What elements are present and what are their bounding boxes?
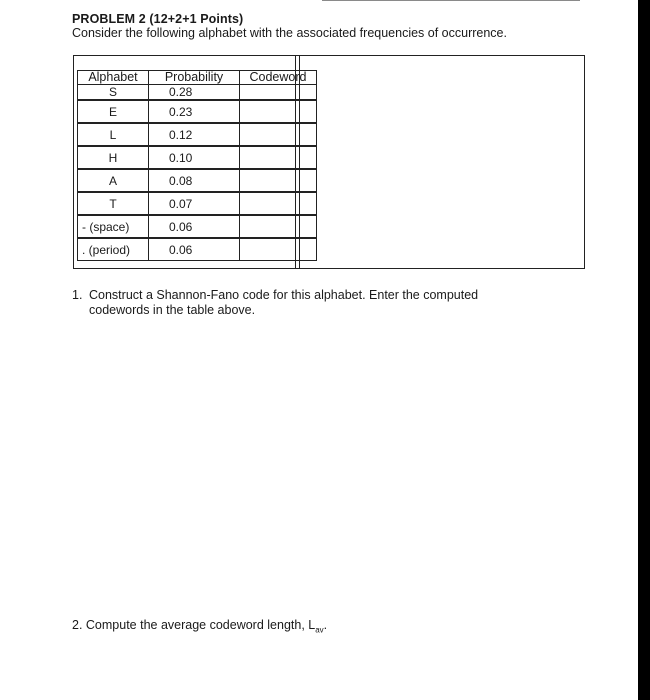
table-row xyxy=(78,146,317,169)
table-header-row xyxy=(78,71,317,85)
symbol-cell: E xyxy=(78,100,149,123)
probability-cell: 0.07 xyxy=(149,192,240,215)
table-row xyxy=(78,100,317,123)
probability-cell: 0.10 xyxy=(149,146,240,169)
codeword-cell[interactable] xyxy=(240,215,317,238)
question-2-text: 2. Compute the average codeword length, L xyxy=(72,618,316,632)
top-rule-line xyxy=(322,0,580,1)
screen-edge xyxy=(638,0,650,700)
table-row xyxy=(78,123,317,146)
table-row xyxy=(78,238,317,261)
header-alphabet: Alphabet xyxy=(78,71,149,85)
symbol-cell: H xyxy=(78,146,149,169)
codeword-cell[interactable] xyxy=(240,192,317,215)
header-codeword: Codeword xyxy=(240,71,317,85)
symbol-cell: . (period) xyxy=(78,238,149,261)
table-row xyxy=(78,215,317,238)
header-probability: Probability xyxy=(149,71,240,85)
symbol-cell: T xyxy=(78,192,149,215)
codeword-cell[interactable] xyxy=(240,146,317,169)
problem-intro: Consider the following alphabet with the associated frequencies of occurrence. xyxy=(72,26,507,40)
probability-cell: 0.12 xyxy=(149,123,240,146)
probability-cell: 0.06 xyxy=(149,238,240,261)
symbol-cell: A xyxy=(78,169,149,192)
probability-cell: 0.28 xyxy=(149,85,240,101)
probability-cell: 0.06 xyxy=(149,215,240,238)
probability-cell: 0.08 xyxy=(149,169,240,192)
codeword-cell[interactable] xyxy=(240,123,317,146)
frequency-table xyxy=(77,70,317,261)
table-row xyxy=(78,192,317,215)
question-1-line-2: codewords in the table above. xyxy=(89,303,256,317)
symbol-cell: S xyxy=(78,85,149,101)
probability-cell: 0.23 xyxy=(149,100,240,123)
table-row xyxy=(78,169,317,192)
symbol-cell: - (space) xyxy=(78,215,149,238)
question-2 xyxy=(72,618,327,635)
table-row xyxy=(78,85,317,101)
codeword-cell[interactable] xyxy=(240,169,317,192)
codeword-cell[interactable] xyxy=(240,85,317,101)
problem-title: PROBLEM 2 (12+2+1 Points) xyxy=(72,12,244,26)
question-2-subscript: av xyxy=(315,625,324,635)
question-1-line-1: Construct a Shannon-Fano code for this alphabet. Enter the computed xyxy=(89,288,479,302)
codeword-cell[interactable] xyxy=(240,100,317,123)
question-1 xyxy=(72,288,532,318)
codeword-cell[interactable] xyxy=(240,238,317,261)
question-2-end: . xyxy=(323,618,328,632)
symbol-cell: L xyxy=(78,123,149,146)
question-1-number: 1. xyxy=(72,288,83,302)
